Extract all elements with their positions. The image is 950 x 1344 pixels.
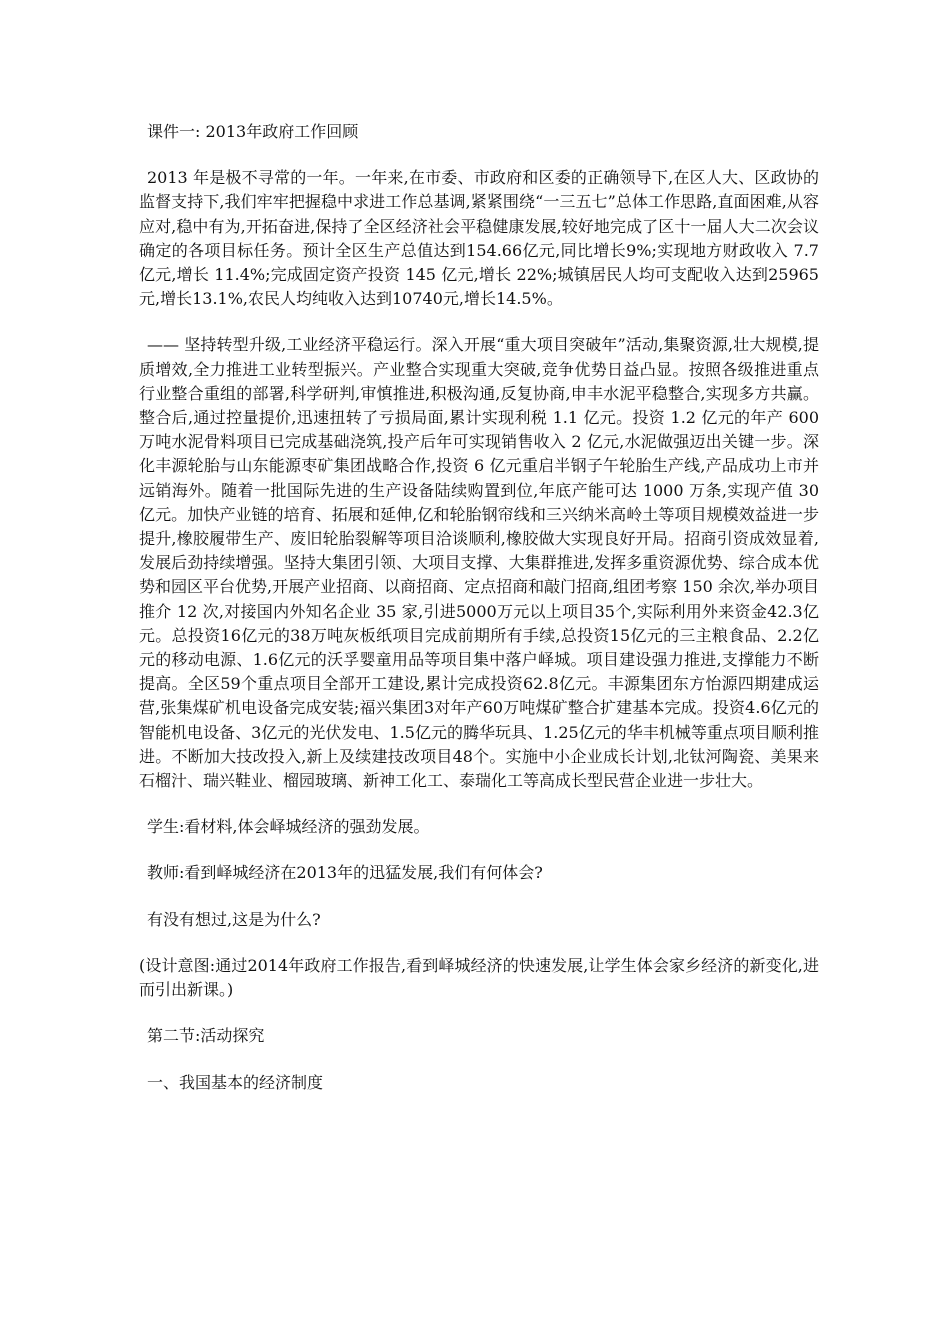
student-line: 学生:看材料,体会峄城经济的强劲发展。 bbox=[147, 817, 430, 837]
paragraph-industry: —— 坚持转型升级,工业经济平稳运行。深入开展“重大项目突破年”活动,集聚资源,壮大规模,提质增效,全力推进工业转型振兴。产业整合实现重大突破,竞争优势日益凸显。按照各级推进重点行业整合重组的部署,科学研判,审慎推进,积极沟通,反复协商,申丰水泥平稳整合,实现多方共赢。整合后,通过控量提价,迅速扭转了亏损局面,累计实现利税 1.1 亿元。投资 1.2 亿元的年产 600 万吨水泥骨料项目已完成基础浇筑,投产后年可实现销售收入 2 亿元,水泥做强迈出关键一步。深化丰源轮胎与山东能源枣矿集团战略合作,投资 6 亿元重启半钢子午轮胎生产线,产品成功上市并远销海外。随着一批国际先进的生产设备陆续购置到位,年底产能可达 1000 万条,实现产值 30 亿元。加快产业链的培育、拓展和延伸,亿和轮胎钢帘线和三兴纳米高岭土等项目规模效益进一步提升,橡胶履带生产、废旧轮胎裂解等项目洽谈顺利,橡胶做大实现良好开局。招商引资成效显着,发展后劲持续增强。坚持大集团引领、大项目支撑、大集群推进,发挥多重资源优势、综合成本优势和园区平台优势,开展产业招商、以商招商、定点招商和敲门招商,组团考察 150 余次,举办项目推介 12 次,对接国内外知名企业 35 家,引进5000万元以上项目35个,实际利用外来资金42.3亿元。总投资16亿元的38万吨灰板纸项目完成前期所有手续,总投资15亿元的三主粮食品、2.2亿元的移动电源、1.6亿元的沃孚婴童用品等项目集中落户峄城。项目建设强力推进,支撑能力不断提高。全区59个重点项目全部开工建设,累计完成投资62.8亿元。丰源集团东方怡源四期建成运营,张集煤矿机电设备完成安装;福兴集团3对年产60万吨煤矿整合扩建基本完成。投资4.6亿元的智能机电设备、3亿元的光伏发电、1.5亿元的腾华玩具、1.25亿元的华丰机械等重点项目顺利推进。不断加大技改投入,新上及续建技改项目48个。实施中小企业成长计划,北钛河陶瓷、美果来石榴汁、瑞兴鞋业、榴园玻璃、新神工化工、泰瑞化工等高成长型民营企业进一步壮大。 bbox=[139, 335, 819, 791]
design-intent: (设计意图:通过2014年政府工作报告,看到峄城经济的快速发展,让学生体会家乡经济的新变化,进而引出新课。) bbox=[139, 955, 819, 1000]
paragraph-summary: 2013 年是极不寻常的一年。一年来,在市委、市政府和区委的正确领导下,在区人大、区政协的监督支持下,我们牢牢把握稳中求进工作总基调,紧紧围绕“一三五七”总体工作思路,直面困难,从容应对,稳中有为,开拓奋进,保持了全区经济社会平稳健康发展,较好地完成了区十一届人大二次会议确定的各项目标任务。预计全区生产总值达到154.66亿元,同比增长9%;实现地方财政收入 7.7 亿元,增长 11.4%;完成固定资产投资 145 亿元,增长 22%;城镇居民人均可支配收入达到25965元,增长13.1%,农民人均纯收入达到10740元,增长14.5%。 bbox=[139, 168, 819, 309]
section-heading: 第二节:活动探究 bbox=[147, 1026, 265, 1046]
question-line: 有没有想过,这是为什么? bbox=[147, 909, 321, 929]
courseware-heading: 课件一: 2013年政府工作回顾 bbox=[147, 122, 359, 141]
document-content bbox=[139, 120, 819, 1117]
subsection-heading: 一、我国基本的经济制度 bbox=[147, 1072, 324, 1092]
teacher-line: 教师:看到峄城经济在2013年的迅猛发展,我们有何体会? bbox=[147, 863, 543, 883]
